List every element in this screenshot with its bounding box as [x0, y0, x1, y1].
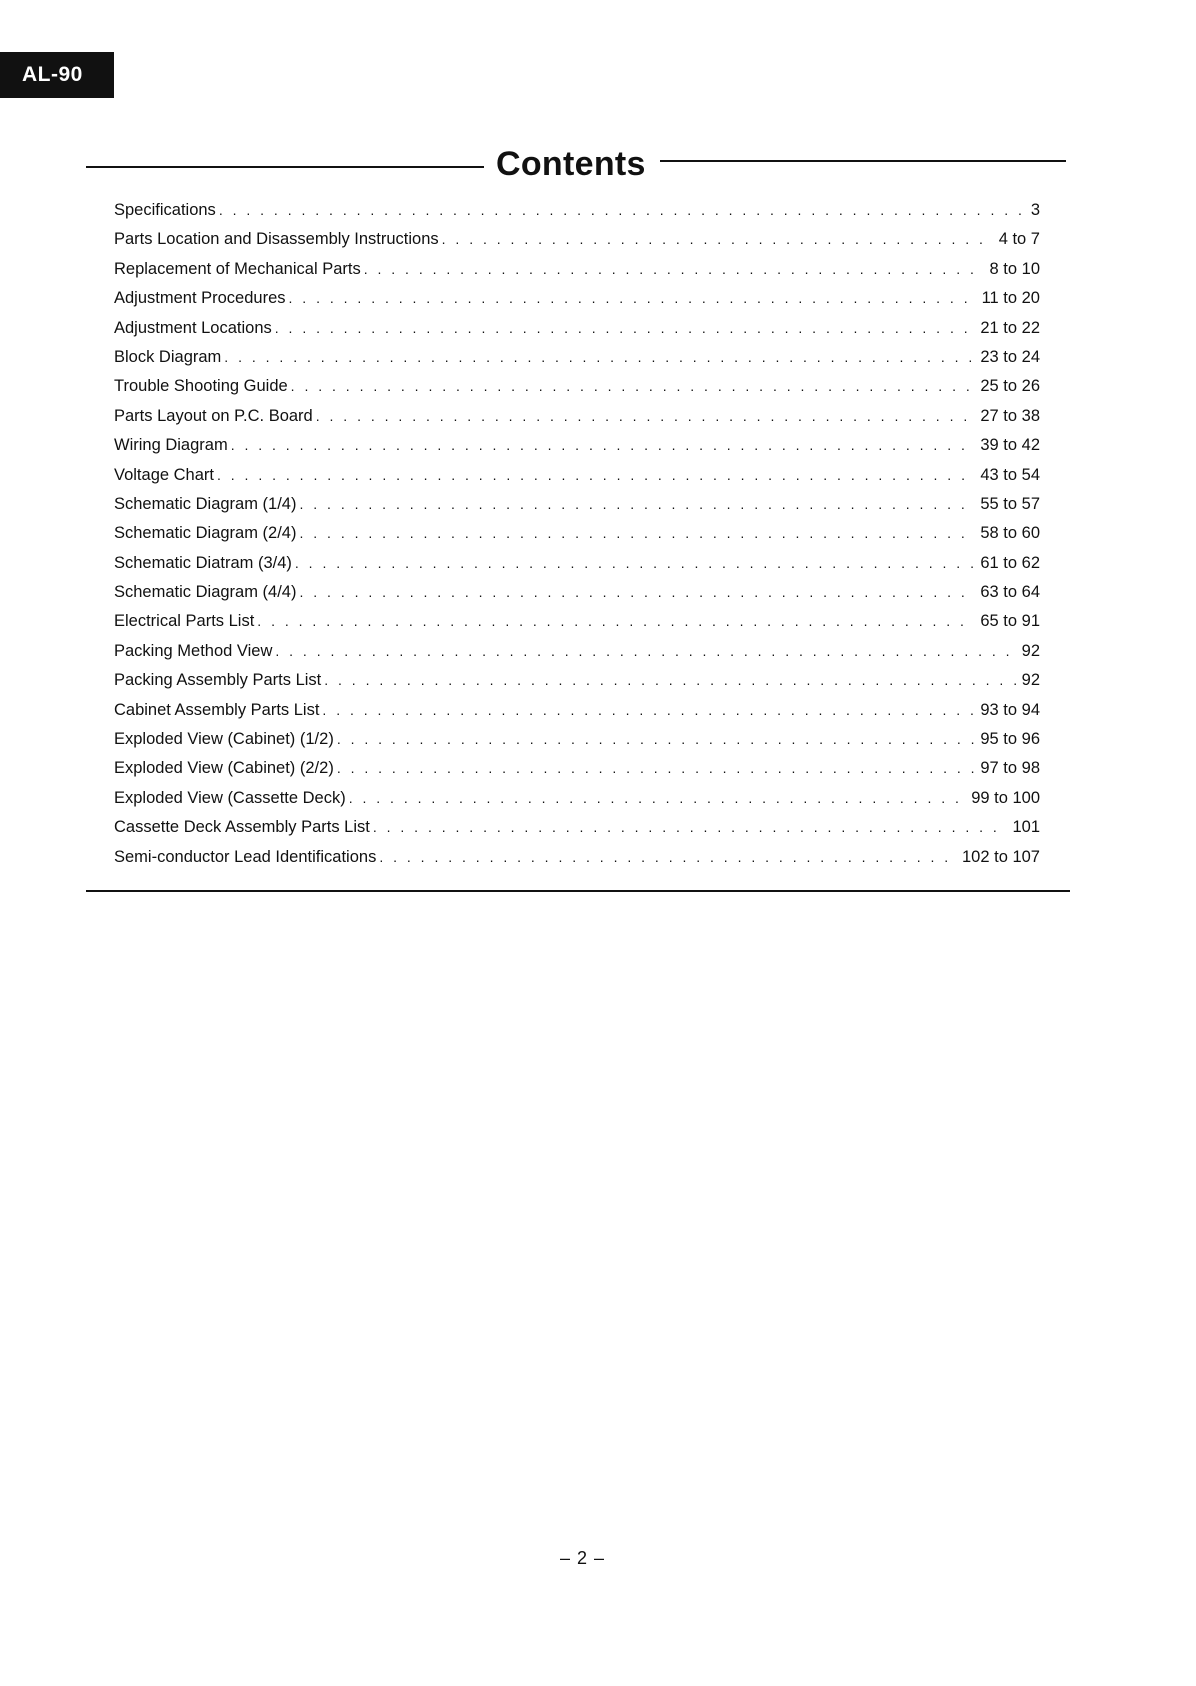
- toc-entry-pages: 55 to 57: [980, 494, 1040, 513]
- toc-entry-pages: 11 to 20: [981, 289, 1040, 308]
- toc-entry[interactable]: [114, 784, 1040, 813]
- toc-entry[interactable]: [114, 431, 1040, 460]
- toc-leader-dots: [337, 725, 975, 754]
- toc-entry[interactable]: [114, 490, 1040, 519]
- toc-leader-dots: [379, 843, 956, 872]
- model-badge: AL-90: [0, 52, 114, 98]
- toc-entry-pages: 65 to 91: [980, 612, 1040, 631]
- toc-entry-label: Schematic Diagram (2/4): [114, 524, 297, 543]
- toc-leader-dots: [373, 813, 1007, 842]
- toc-entry[interactable]: [114, 637, 1040, 666]
- toc-entry-label: Voltage Chart: [114, 465, 214, 484]
- toc-leader-dots: [442, 225, 993, 254]
- toc-leader-dots: [324, 666, 1015, 695]
- toc-leader-dots: [299, 490, 974, 519]
- toc-entry[interactable]: [114, 725, 1040, 754]
- toc-entry-label: Cassette Deck Assembly Parts List: [114, 818, 370, 837]
- page-title: Contents: [496, 145, 646, 183]
- toc-entry[interactable]: [114, 666, 1040, 695]
- toc-leader-dots: [275, 314, 975, 343]
- toc-entry-label: Schematic Diagram (4/4): [114, 583, 297, 602]
- toc-leader-dots: [275, 637, 1015, 666]
- toc-entry[interactable]: [114, 372, 1040, 401]
- toc-entry-label: Block Diagram: [114, 347, 222, 366]
- toc-leader-dots: [224, 343, 974, 372]
- toc-entry[interactable]: [114, 255, 1040, 284]
- toc-leader-dots: [364, 255, 984, 284]
- toc-entry-pages: 92: [1021, 671, 1040, 690]
- contents-bottom-rule: [86, 890, 1070, 892]
- toc-entry-label: Parts Location and Disassembly Instructions: [114, 230, 439, 249]
- toc-entry-pages: 21 to 22: [980, 318, 1040, 337]
- toc-entry-pages: 39 to 42: [980, 436, 1040, 455]
- toc-entry-label: Parts Layout on P.C. Board: [114, 406, 313, 425]
- toc-entry-pages: 97 to 98: [980, 759, 1040, 778]
- toc-entry-pages: 102 to 107: [962, 847, 1040, 866]
- toc-entry-pages: 61 to 62: [980, 553, 1040, 572]
- toc-entry-label: Schematic Diatram (3/4): [114, 553, 292, 572]
- toc-leader-dots: [291, 372, 975, 401]
- toc-leader-dots: [217, 461, 974, 490]
- toc-entry-label: Specifications: [114, 201, 216, 219]
- toc-leader-dots: [322, 696, 974, 725]
- page-number: – 2 –: [560, 1548, 606, 1568]
- toc-entry-label: Wiring Diagram: [114, 436, 228, 455]
- toc-entry[interactable]: [114, 607, 1040, 636]
- toc-entry-label: Exploded View (Cabinet) (2/2): [114, 759, 334, 778]
- toc-entry-label: Adjustment Procedures: [114, 289, 286, 308]
- toc-entry-label: Schematic Diagram (1/4): [114, 494, 297, 513]
- toc-entry-label: Semi-conductor Lead Identifications: [114, 847, 377, 866]
- toc-leader-dots: [337, 754, 975, 783]
- contents-header: [86, 142, 1066, 190]
- toc-entry[interactable]: [114, 461, 1040, 490]
- title-rule-left: [86, 166, 484, 168]
- toc-entry[interactable]: [114, 343, 1040, 372]
- toc-entry[interactable]: [114, 578, 1040, 607]
- title-rule-right: [660, 160, 1066, 162]
- toc-leader-dots: [257, 607, 974, 636]
- toc-entry-label: Packing Assembly Parts List: [114, 671, 322, 690]
- toc-entry[interactable]: [114, 696, 1040, 725]
- toc-entry[interactable]: [114, 402, 1040, 431]
- toc-entry-label: Packing Method View: [114, 641, 273, 660]
- toc-leader-dots: [349, 784, 965, 813]
- toc-entry[interactable]: [114, 225, 1040, 254]
- toc-entry-pages: 3: [1030, 201, 1040, 219]
- toc-leader-dots: [299, 578, 974, 607]
- toc-entry[interactable]: [114, 813, 1040, 842]
- toc-entry[interactable]: [114, 843, 1040, 872]
- toc-entry-pages: 4 to 7: [998, 230, 1040, 249]
- toc-entry-pages: 23 to 24: [980, 347, 1040, 366]
- toc-entry-pages: 95 to 96: [980, 730, 1040, 749]
- toc-entry-label: Replacement of Mechanical Parts: [114, 259, 361, 278]
- toc-leader-dots: [219, 196, 1025, 225]
- toc-entry-label: Exploded View (Cassette Deck): [114, 788, 346, 807]
- toc-entry-label: Adjustment Locations: [114, 318, 272, 337]
- toc-entry-pages: 25 to 26: [980, 377, 1040, 396]
- toc-entry[interactable]: [114, 196, 1040, 225]
- toc-entry-pages: 63 to 64: [980, 583, 1040, 602]
- toc-leader-dots: [289, 284, 976, 313]
- toc-entry-label: Electrical Parts List: [114, 612, 255, 631]
- toc-entry[interactable]: [114, 754, 1040, 783]
- toc-entry-pages: 93 to 94: [980, 700, 1040, 719]
- toc-entry-pages: 43 to 54: [980, 465, 1040, 484]
- toc-entry-pages: 27 to 38: [980, 406, 1040, 425]
- toc-leader-dots: [316, 402, 975, 431]
- toc-entry-pages: 101: [1012, 818, 1040, 837]
- toc-entry-pages: 92: [1021, 641, 1040, 660]
- toc-entry[interactable]: [114, 519, 1040, 548]
- toc-entry[interactable]: [114, 284, 1040, 313]
- toc-leader-dots: [295, 549, 974, 578]
- table-of-contents: [114, 196, 1040, 872]
- toc-entry-pages: 8 to 10: [989, 259, 1040, 278]
- toc-leader-dots: [231, 431, 975, 460]
- toc-leader-dots: [299, 519, 974, 548]
- toc-entry-label: Cabinet Assembly Parts List: [114, 700, 320, 719]
- toc-entry-label: Exploded View (Cabinet) (1/2): [114, 730, 334, 749]
- toc-entry[interactable]: [114, 314, 1040, 343]
- toc-entry-label: Trouble Shooting Guide: [114, 377, 288, 396]
- toc-entry-pages: 99 to 100: [971, 788, 1040, 807]
- toc-entry[interactable]: [114, 549, 1040, 578]
- toc-entry-pages: 58 to 60: [980, 524, 1040, 543]
